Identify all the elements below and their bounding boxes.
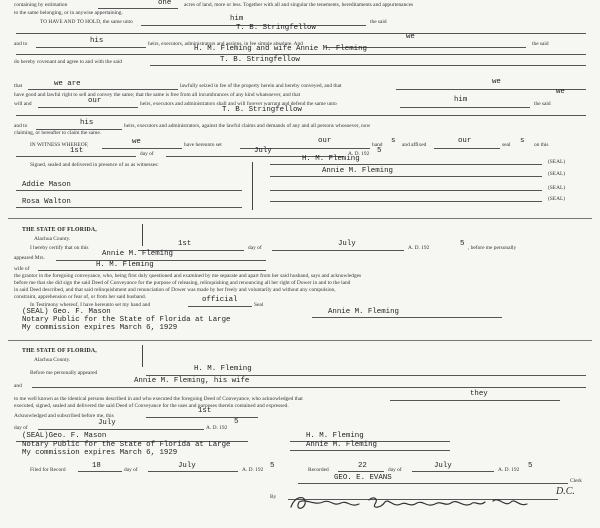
witness2-name: Rosa Walton — [22, 198, 71, 206]
ack1-day-fill: 1st — [178, 240, 192, 248]
witness-our-fill: our — [318, 137, 332, 145]
rec-day-fill: 22 — [358, 462, 367, 470]
before-me-appeared: Before me personally appeared — [30, 370, 98, 376]
ack1-day-of: day of — [248, 245, 262, 251]
rec-year-fill: 5 — [528, 462, 533, 470]
appertaining-text: to the same belonging, or in anywise appertaining. — [14, 10, 123, 16]
filed-year-fill: 5 — [270, 462, 275, 470]
wife-of-text: wife of — [14, 266, 30, 272]
executed-text: executed, signed, sealed and delivered the said Deed of Conveyance for the uses and purposes therein contained and expressed. — [14, 403, 289, 409]
rec-month-fill: July — [434, 462, 452, 470]
witness-day-fill: 1st — [70, 147, 84, 155]
rec-ad: A. D. 192 — [498, 467, 520, 473]
ack2-bracket — [142, 345, 143, 367]
grantee-pronoun-fill: him — [230, 15, 244, 23]
grantors-names-fill: H. M. Fleming and wife Annie M. Fleming — [194, 45, 367, 53]
seal-word: Seal — [254, 302, 264, 308]
right-pronoun-fill: we — [492, 78, 501, 86]
ack2-notary-name: (SEAL)Geo. F. Mason — [22, 432, 107, 440]
seals-s-fill: s — [520, 137, 525, 145]
deputy-signature — [243, 492, 573, 514]
ad-text: A. D. 192 — [348, 151, 370, 157]
appeared-text: appeared Mrs. — [14, 255, 45, 261]
recorded-text: Recorded — [308, 467, 329, 473]
fee-simple-text: heirs, executors, administrators and assigns, in fee simple absolute. And — [148, 41, 303, 47]
seal-1: (SEAL) — [548, 159, 566, 165]
witness-whereof-text: IN WITNESS WHEREOF, — [30, 142, 89, 148]
the-said-text-3: the said — [534, 101, 551, 107]
certify-text: I hereby certify that on this — [30, 245, 89, 251]
section-divider-1 — [8, 218, 592, 219]
ack2-name2-fill: Annie M. Fleming, his wife — [134, 377, 250, 385]
testimony-text: In Testimony whereof, I have hereunto set my hand and — [30, 302, 151, 308]
husband-name-fill: H. M. Fleming — [96, 261, 154, 269]
by-text: By — [270, 494, 277, 500]
heirs-pronoun-fill: his — [90, 37, 104, 45]
acreage-fill: one — [158, 0, 172, 7]
ack2-name1-fill: H. M. Fleming — [194, 365, 252, 373]
signer2-name: Annie M. Fleming — [322, 167, 393, 175]
day-of-text: day of — [140, 151, 154, 157]
warrant-grantee-fill: T. B. Stringfellow — [222, 106, 302, 114]
ack1-notary-title: Notary Public for the State of Florida at Large — [22, 316, 231, 324]
warrant-text: heirs, executors and administrators shall and will forever warrant and defend the same unto — [140, 101, 337, 107]
estimation-text: containing by estimation — [14, 2, 68, 8]
ack2-day-of: day of — [14, 425, 28, 431]
before-me-text: , before me personally — [468, 245, 517, 251]
the-said-text: the said — [370, 19, 387, 25]
lawful-claims-text: heirs, executors and administrators, against the lawful claims and demands of any and all persons whosoever, now — [124, 123, 371, 129]
wife-name-fill: Annie M. Fleming — [102, 250, 173, 258]
ack1-signer: Annie M. Fleming — [328, 308, 399, 316]
seal-4: (SEAL) — [548, 196, 566, 202]
filed-ad: A. D. 192 — [242, 467, 264, 473]
clerk-label: Clerk — [570, 478, 582, 484]
unto-him-fill: him — [454, 96, 468, 104]
heirs-our-fill: our — [88, 97, 102, 105]
filed-day-of: day of — [124, 467, 138, 473]
witness-year-fill: 5 — [377, 147, 382, 155]
ack2-commission: My commission expires March 6, 1929 — [22, 449, 178, 457]
the-said-text-2: the said — [532, 41, 549, 47]
seal-text: seal — [502, 142, 511, 148]
dc-label: D.C. — [556, 486, 575, 497]
grantee-name-fill: T. B. Stringfellow — [236, 24, 316, 32]
ack2-county: Alachua County. — [34, 357, 71, 363]
official-fill: official — [202, 296, 238, 304]
ack1-year-fill: 5 — [460, 240, 465, 248]
ack2-notary-title: Notary Public for the State of Florida at Large — [22, 441, 231, 449]
good-right-text: have good and lawful right to sell and convey the same; that the same is free from all incumbrances of any kind whatsoever, and that — [14, 92, 301, 98]
will-and-text: will and — [14, 101, 32, 107]
ack1-county: Alachua County. — [34, 236, 71, 242]
clerk-name: GEO. E. EVANS — [334, 474, 392, 482]
ack-subscribed-text: Acknowledged and subscribed before me, this — [14, 413, 114, 419]
ack1-body-4: constraint, apprehension or fear of, or from her said husband. — [14, 294, 147, 300]
set-text: have hereunto set — [184, 142, 222, 148]
have-and-hold-text: TO HAVE AND TO HOLD, the same unto — [40, 19, 133, 25]
that-text: that — [14, 83, 23, 89]
section-divider-2 — [8, 340, 592, 341]
grantors-pronoun-fill: we — [406, 33, 415, 41]
they-fill: they — [470, 390, 488, 398]
ack1-body-1: the grantor in the foregoing conveyance, who, being first duly questioned and examined by me separate and apart from her said husband, says and acknowledges — [14, 273, 362, 279]
known-text: to me well known as the identical persons described in and who executed the foregoing Deed of Conveyance, who acknowledged that — [14, 396, 303, 402]
witness-month-fill: July — [254, 147, 272, 155]
ack1-commission: My commission expires March 6, 1929 — [22, 324, 178, 332]
witness-our-fill-2: our — [458, 137, 472, 145]
ack1-bracket — [142, 224, 143, 246]
warrant-pronoun-fill: we — [556, 88, 565, 96]
ack2-day-fill: 1st — [198, 407, 212, 415]
ack2-and: and — [14, 383, 22, 389]
ack2-month-fill: July — [98, 419, 116, 427]
witness1-name: Addie Mason — [22, 181, 71, 189]
filed-day-fill: 18 — [92, 462, 101, 470]
seal-2: (SEAL) — [548, 171, 566, 177]
ack2-state: THE STATE OF FLORIDA, — [22, 348, 97, 354]
seized-text: lawfully seized in fee of the property herein and hereby conveyed, and that — [180, 83, 342, 89]
deed-record-page — [8, 0, 592, 528]
on-this-text: on this — [534, 142, 549, 148]
hand-text: hand — [372, 142, 383, 148]
seized-fill: we are — [54, 80, 81, 88]
filed-month-fill: July — [178, 462, 196, 470]
filed-for-record: Filed for Record — [30, 467, 66, 473]
signer1-name: H. M. Fleming — [302, 155, 360, 163]
claiming-text: claiming, or hereafter to claim the same. — [14, 130, 102, 136]
ack2-year-fill: 5 — [234, 418, 239, 426]
ack1-body-2: before me that she did sign the said Deed of Conveyance for the purpose of releasing, relinquishing and renouncing all her right of Dower in and to the land — [14, 280, 351, 286]
witness-bracket — [252, 162, 253, 210]
covenant-grantee-fill: T. B. Stringfellow — [220, 56, 300, 64]
ack1-body-3: in said Deed described, and that said relinquishment and renunciation of Dower was made by her freely and voluntarily and without any compulsion, — [14, 287, 336, 293]
heirs-his-fill: his — [80, 119, 94, 127]
acres-text: acres of land, more or less. Together with all and singular the tenements, hereditaments and appurtenances — [184, 2, 414, 8]
ack1-state: THE STATE OF FLORIDA, — [22, 227, 97, 233]
ack1-ad: A. D. 192 — [408, 245, 430, 251]
and-to-text: and to — [14, 41, 28, 47]
witness-we-fill: we — [132, 138, 141, 146]
rec-day-of: day of — [388, 467, 402, 473]
hands-s-fill: s — [391, 137, 396, 145]
affixed-text: and affixed — [402, 142, 427, 148]
ack2-signer1: H. M. Fleming — [306, 432, 364, 440]
ack2-signer2: Annie M. Fleming — [306, 441, 377, 449]
seal-3: (SEAL) — [548, 185, 566, 191]
ack2-ad: A. D. 192 — [206, 425, 228, 431]
ack1-notary-name: (SEAL) Geo. F. Mason — [22, 308, 111, 316]
and-to-text-2: and to — [14, 123, 28, 129]
ack1-month-fill: July — [338, 240, 356, 248]
covenant-text: do hereby covenant and agree to and with the said — [14, 59, 122, 65]
signed-sealed-text: Signed, sealed and delivered in presence of us as witnesses: — [30, 162, 159, 168]
